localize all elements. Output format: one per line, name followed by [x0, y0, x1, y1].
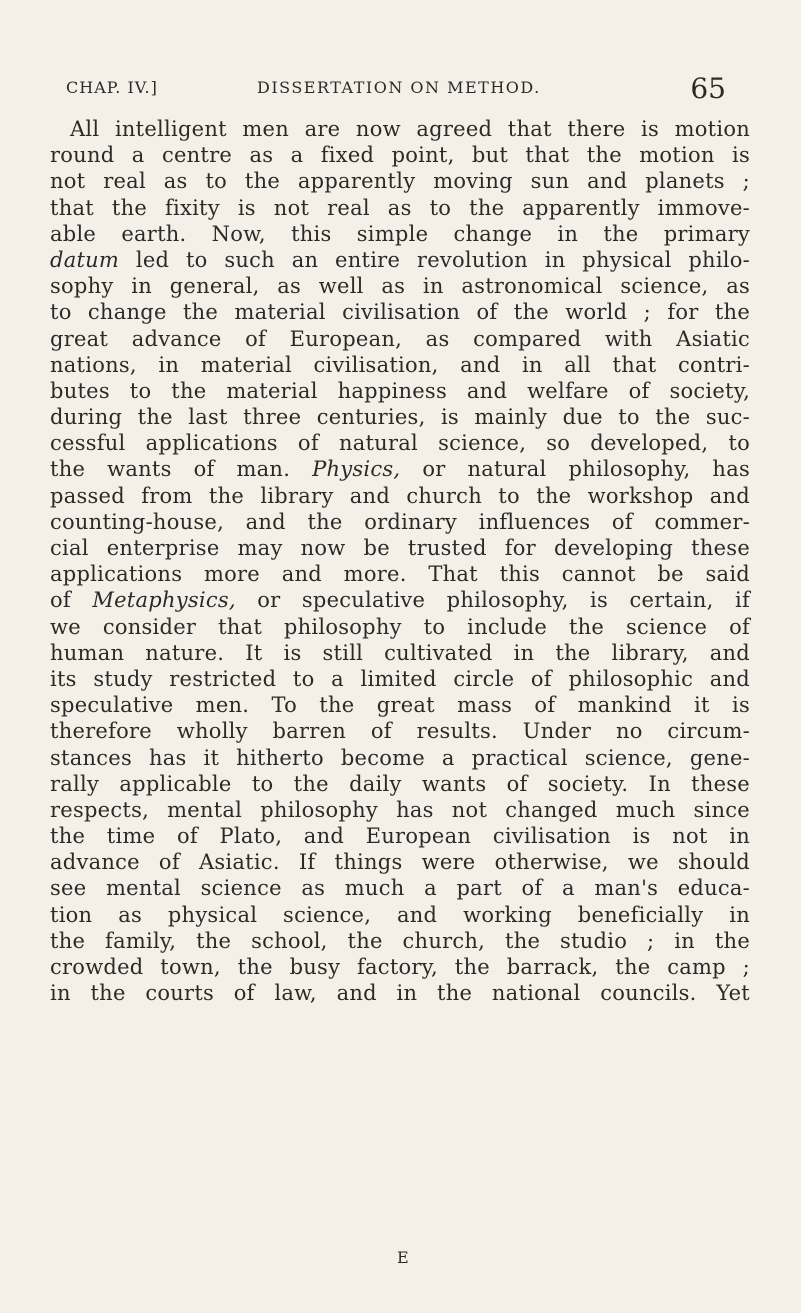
- text-segment: All intelligent men are now agreed that there is motion: [70, 117, 750, 141]
- text-line: [50, 116, 750, 142]
- italic-term: datum: [50, 247, 120, 272]
- text-segment: or speculative philosophy, is certain, if: [235, 588, 750, 613]
- text-line: [50, 771, 750, 797]
- text-segment: the time of Plato, and European civilisation is not in: [50, 824, 750, 849]
- body-paragraph: [50, 116, 750, 1006]
- italic-term: Metaphysics,: [92, 588, 236, 613]
- text-segment: the wants of man.: [50, 457, 313, 482]
- text-segment: applications more and more. That this cannot be said: [50, 562, 750, 587]
- text-segment: therefore wholly barren of results. Under no circum-: [50, 719, 750, 744]
- text-line: [50, 980, 750, 1006]
- text-line: [50, 797, 750, 823]
- text-line: [50, 299, 750, 325]
- text-line: [50, 483, 750, 509]
- text-line: [50, 378, 750, 404]
- text-segment: advance of Asiatic. If things were otherwise, we should: [50, 850, 750, 875]
- text-segment: sophy in general, as well as in astronomical science, as: [50, 274, 750, 299]
- text-line: [50, 614, 750, 640]
- text-segment: butes to the material happiness and welfare of society,: [50, 378, 750, 403]
- text-segment: cessful applications of natural science, so developed, to: [50, 431, 750, 456]
- text-line: [50, 640, 750, 666]
- text-line: [50, 875, 750, 901]
- running-header: [60, 72, 740, 112]
- text-segment: round a centre as a fixed point, but that the motion is: [50, 143, 750, 168]
- text-segment: of: [50, 588, 93, 613]
- text-line: [50, 352, 750, 378]
- text-line: [50, 928, 750, 954]
- text-segment: stances has it hitherto become a practical science, gene-: [50, 745, 750, 770]
- text-line: [50, 142, 750, 168]
- text-line: [50, 168, 750, 194]
- text-segment: crowded town, the busy factory, the barrack, the camp ;: [50, 955, 750, 979]
- chapter-label: CHAP. IV.]: [66, 78, 158, 97]
- text-segment: great advance of European, as compared with Asiatic: [50, 326, 750, 351]
- text-segment: that the fixity is not real as to the apparently immove-: [50, 195, 750, 220]
- text-line: [50, 823, 750, 849]
- text-segment: rally applicable to the daily wants of society. In these: [50, 771, 750, 796]
- text-segment: during the last three centuries, is mainly due to the suc-: [50, 405, 750, 430]
- text-segment: counting-house, and the ordinary influences of commer-: [50, 509, 750, 534]
- text-segment: led to such an entire revolution in physical philo-: [119, 247, 750, 272]
- text-segment: to change the material civilisation of the world ; for the: [50, 300, 750, 325]
- text-line: [50, 666, 750, 692]
- text-segment: cial enterprise may now be trusted for developing these: [50, 536, 750, 560]
- text-line: [50, 221, 750, 247]
- italic-term: Physics,: [312, 457, 401, 482]
- text-line: [50, 430, 750, 456]
- text-segment: the family, the school, the church, the studio ; in the: [50, 928, 750, 953]
- text-segment: speculative men. To the great mass of mankind it is: [50, 693, 750, 718]
- running-title: DISSERTATION ON METHOD.: [257, 78, 541, 97]
- text-segment: respects, mental philosophy has not changed much since: [50, 797, 750, 822]
- text-line: [50, 954, 750, 980]
- text-segment: nations, in material civilisation, and in all that contri-: [50, 352, 750, 377]
- text-line: [50, 849, 750, 875]
- text-line: [50, 745, 750, 771]
- text-line: [50, 273, 750, 299]
- text-segment: able earth. Now, this simple change in the primary: [50, 221, 750, 246]
- text-line: [50, 902, 750, 928]
- text-line: [50, 509, 750, 535]
- text-segment: see mental science as much a part of a man's educa-: [50, 876, 750, 901]
- text-segment: passed from the library and church to the workshop and: [50, 483, 750, 508]
- text-line: [50, 692, 750, 718]
- text-line: [50, 195, 750, 221]
- signature-mark: E: [397, 1248, 409, 1267]
- text-line: [50, 247, 750, 273]
- text-segment: we consider that philosophy to include the science of: [50, 614, 750, 639]
- text-segment: tion as physical science, and working beneficially in: [50, 902, 750, 927]
- text-line: [50, 535, 750, 561]
- text-line: [50, 326, 750, 352]
- text-segment: or natural philosophy, has: [400, 457, 750, 482]
- page-number: 65: [690, 72, 726, 105]
- text-segment: in the courts of law, and in the national councils. Yet: [50, 981, 750, 1006]
- text-line: [50, 587, 750, 613]
- text-line: [50, 404, 750, 430]
- text-line: [50, 561, 750, 587]
- text-segment: human nature. It is still cultivated in the library, and: [50, 640, 750, 665]
- text-line: [50, 718, 750, 744]
- text-line: [50, 456, 750, 482]
- text-segment: not real as to the apparently moving sun and planets ;: [50, 169, 750, 194]
- text-segment: its study restricted to a limited circle of philosophic and: [50, 666, 750, 691]
